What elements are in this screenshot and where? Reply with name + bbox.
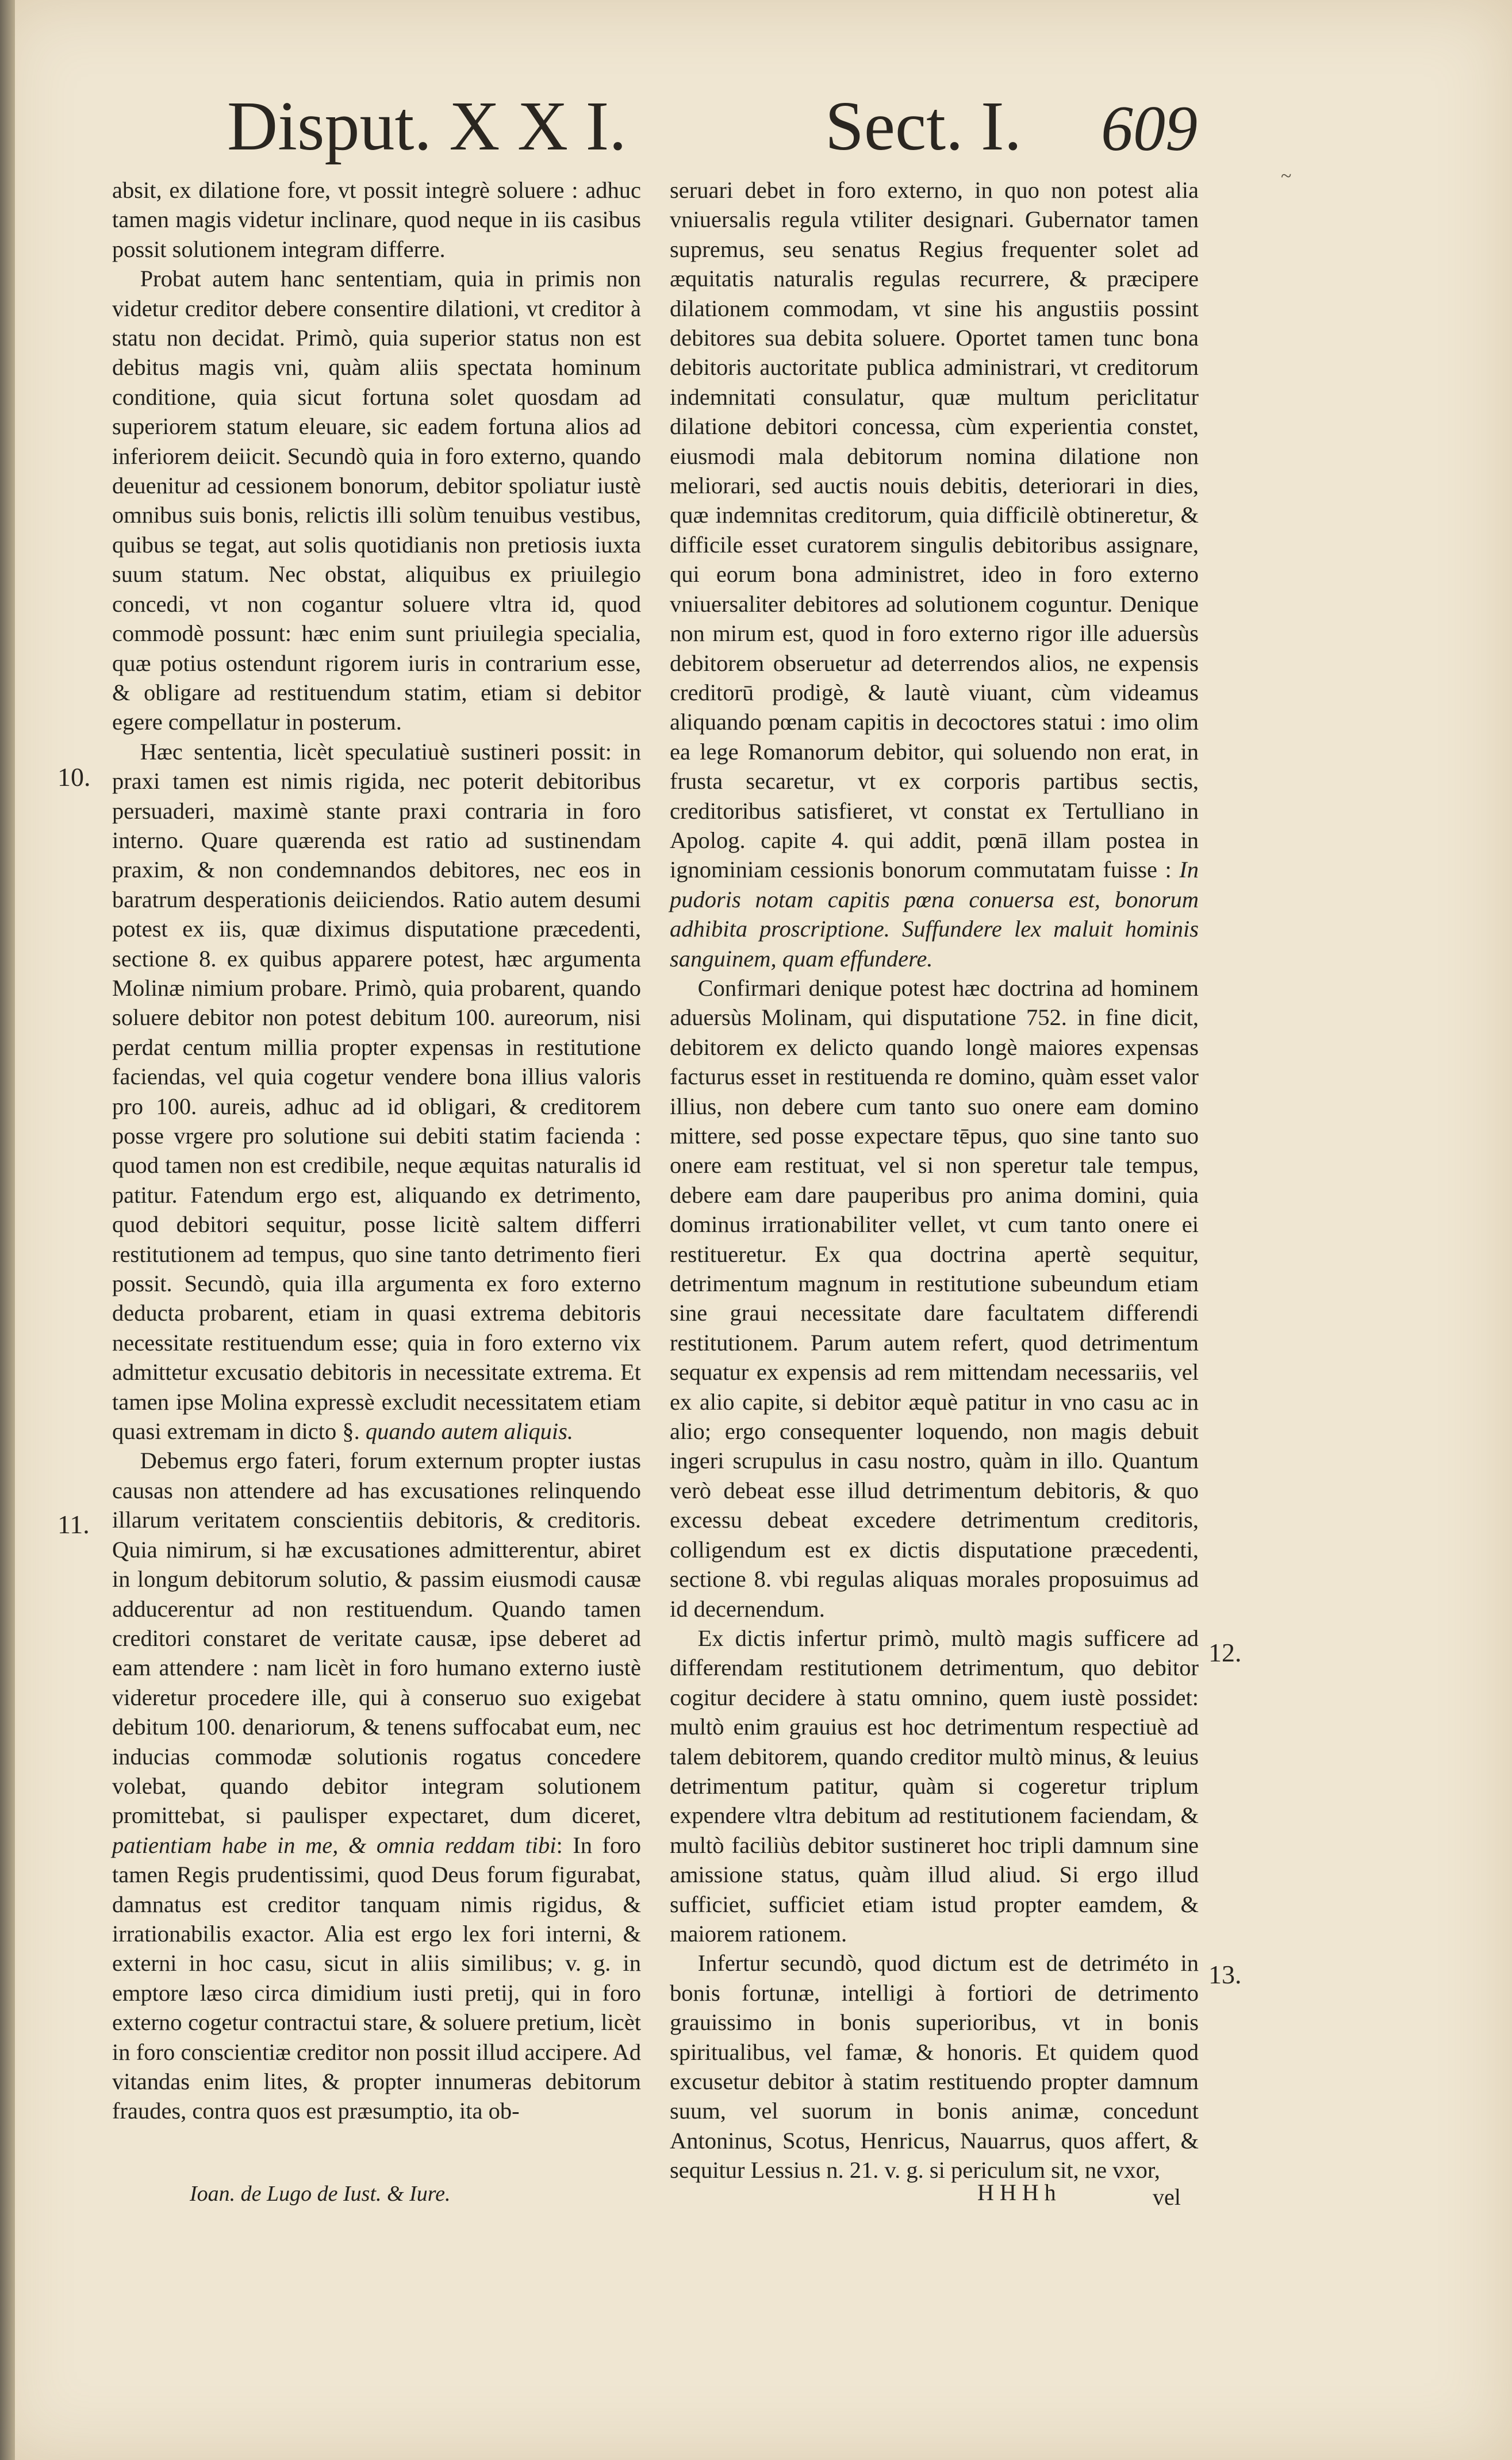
left-paragraph-3-text: Hæc sententia, licèt speculatiuè sustineri possit: in praxi tamen est nimis rigida, nec poterit debitoribus persuaderi, maximè stante praxi contraria in foro interno. Quare quærenda est ratio ad sustinendam praxim, & non condemnandos debitores, nec eos in baratrum desperationis deiiciendos. Ratio autem desumi potest ex iis, quæ diximus disputatione præcedenti, sectione 8. ex quibus apparere potest, hæc argumenta Molinæ nimium probare. Primò, quia probarent, quando soluere debitor non potest debitum 100. aureorum, nisi perdat centum millia propter expensas in restitutione faciendas, vel quia cogetur vendere bona illius valoris pro 100. aureis, adhuc ad id obligari, & creditorem posse vrgere pro solutione sui debiti statim facienda : quod tamen non est credibile, neque æquitas naturalis id patitur. Fatendum ergo est, aliquando ex detrimento, quod debitori sequitur, posse licitè saltem differri restitutionem ad tempus, quo sine tanto detrimento fieri possit. Secundò, quia illa argumenta ex foro externo deducta probarent, etiam in quasi extrema debitoris necessitate restituendum esse; quia in foro externo vix admittetur excusatio debitoris in necessitate extrema. Et tamen ipse Molina expressè excludit necessitatem etiam quasi extremam in dicto §. [112,738,641,1445]
right-paragraph-1-italic: In pudoris notam capitis pœna conuersa est, bonorum adhibita proscriptione. Suffundere lex maluit hominis sanguinem, quam effundere. [670,857,1199,972]
margin-number-11: 11. [57,1510,90,1539]
left-paragraph-3 [112,737,641,1446]
author-footer: Ioan. de Lugo de Iust. & Iure. [190,2182,451,2206]
margin-number-10: 10. [57,762,91,792]
left-paragraph-4-italic: patientiam habe in me, & omnia reddam tibi [112,1832,557,1858]
signature-mark: HHHh [977,2179,1062,2205]
catchword: vel [1153,2184,1181,2210]
left-paragraph-1: absit, ex dilatione fore, vt possit integrè soluere : adhuc tamen magis videtur inclinare, quod neque in iis casibus possit solutionem integram differre. [112,177,641,262]
right-paragraph-1 [670,175,1199,973]
left-paragraph-4-text: Debemus ergo fateri, forum externum propter iustas causas non attendere ad has excusationes relinquendo illarum veritatem conscientiis debitoris, & creditoris. Quia nimirum, si hæ excusationes admitterentur, abiret in longum debitorum solutio, & passim eiusmodi causæ adducerentur ad non restituendum. Quando tamen creditori constaret de veritate causæ, ipse deberet ad eam attendere : nam licèt in foro humano externo iustè videretur procedere ille, qui à conseruo suo exigebat debitum 100. denariorum, & tenens suffocabat eum, nec inducias commodæ solutionis rogatus concedere volebat, quando debitor integram solutionem promittebat, si paulisper expectaret, dum diceret, [112,1448,641,1829]
header-disputation: Disput. X X I. [227,87,627,165]
left-paragraph-4 [112,1446,641,2125]
margin-number-12: 12. [1208,1638,1242,1667]
right-column [670,175,1199,2185]
left-paragraph-4-text-b: : In foro tamen Regis prudentissimi, quod Deus forum figurabat, damnatus est creditor tanquam nimis rigidus, & irrationabilis exactor. Alia est ergo lex fori interni, & externi in hoc casu, sicut in aliis similibus; v. g. in emptore læso circa dimidium iusti pretij, qui in foro externo cogetur contractui stare, & soluere pretium, licèt in foro conscientiæ creditor non possit illud accipere. Ad vitandas enim lites, & propter innumeras debitorum fraudes, contra quos est præsumptio, ita ob- [112,1832,641,2124]
left-column [112,175,641,2126]
corner-mark: ~ [1281,166,1292,187]
page-number: 609 [1101,93,1198,164]
binding-edge [0,0,15,2460]
right-paragraph-2: Confirmari denique potest hæc doctrina ad hominem aduersùs Molinam, qui disputatione 752. in fine dicit, debitorem ex delicto quando longè maiores expensas facturus esset in restituenda re domino, quàm esset valor illius, non debere cum tanto suo onere eam domino mittere, sed posse expectare tēpus, quo sine tanto suo onere eam restituat, vel si non speretur tale tempus, debere eam dare pauperibus pro anima domini, quia dominus irrationabiliter vellet, vt cum tanto onere ei restitueretur. Ex qua doctrina apertè sequitur, detrimentum magnum in restitutione subeundum etiam sine graui necessitate dare facultatem differendi restitutionem. Parum autem refert, quod detrimentum sequatur ex expensis ad rem mittendam necessariis, vel ex alio capite, si debitor æquè patitur in vno casu ac in alio; ergo consequenter loquendo, non magis debuit ingeri scrupulus in casu nostro, quàm in illo. Quantum verò debeat esse illud detrimentum debitoris, & quo excessu debeat excedere detrimentum creditoris, colligendum est ex dictis disputatione præcedenti, sectione 8. vbi regulas aliquas morales proposuimus ad id decernendum. [670,974,1199,1622]
right-paragraph-1-text: seruari debet in foro externo, in quo non potest alia vniuersalis regula vtiliter designari. Gubernator tamen supremus, seu senatus Regius frequenter solet ad æquitatis naturalis regulas recurrere, & præcipere dilationem commodam, vt sine his angustiis possint debitores sua debita soluere. Oportet tamen tunc bona debitoris auctoritate publica administrari, vt creditorum indemnitati consulatur, quæ multum periclitatur dilatione debitori concessa, cùm experientia constet, eiusmodi mala debitorum nomina dilatione non meliorari, sed auctis nouis debitis, deteriorari in dies, quæ indemnitas creditorum, quia difficilè obtineretur, & difficile esset curatorem singulis debitoribus assignare, qui eorum bona administret, ideo in foro externo vniuersaliter debitores ad solutionem coguntur. Denique non mirum est, quod in foro externo rigor ille aduersùs debitorem obseruetur ad deterrendos alios, ne expensis creditorū prodigè, & lautè viuant, cùm videamus aliquando pœnam capitis in decoctores statui : imo olim ea lege Romanorum debitor, qui soluendo non erat, in frusta secaretur, vt ex corporis partibus sectis, creditoribus satisfieret, vt constat ex Tertulliano in Apolog. capite 4. qui addit, pœnā illam postea in ignominiam cessionis bonorum commutatam fuisse : [670,177,1199,883]
header-section: Sect. I. [825,87,1022,165]
margin-number-13: 13. [1208,1960,1242,1989]
right-paragraph-3: Ex dictis infertur primò, multò magis sufficere ad differendam restitutionem detrimentum, quo debitor cogitur decidere à statu omnino, quem iustè possidet: multò enim grauius est hoc detrimentum respectiuè ad talem debitorem, quando creditor multò minus, & leuius detrimentum patitur, quàm si cogeretur triplum expendere vltra debitum ad restitutionem faciendam, & multò faciliùs debitor sustineret hoc tripli damnum sine amissione status, quàm illud aliud. Si ergo illud sufficiet, sufficiet etiam istud propter eamdem, & maiorem rationem. [670,1625,1199,1947]
left-paragraph-3-italic: quando autem aliquis. [365,1418,574,1445]
right-paragraph-4: Infertur secundò, quod dictum est de detriméto in bonis fortunæ, intelligi à fortiori de detrimento grauissimo in bonis superioribus, vt in bonis spiritualibus, vel famæ, & honoris. Et quidem quod excusetur debitor à statim restituendo propter damnum suum, vel suorum in bonis animæ, concedunt Antoninus, Scotus, Henricus, Nauarrus, quos affert, & sequitur Lessius n. 21. v. g. si periculum sit, ne vxor, [670,1950,1199,2183]
left-paragraph-2: Probat autem hanc sententiam, quia in primis non videtur creditor debere consentire dilationi, vt creditor à statu non decidat. Primò, quia superior status non est debitus magis vni, quàm aliis spectata hominum conditione, quia sicut fortuna solet quosdam ad superiorem statum eleuare, sic eadem fortuna alios ad inferiorem deiicit. Secundò quia in foro externo, quando deuenitur ad cessionem bonorum, debitor spoliatur iustè omnibus suis bonis, relictis illi solùm tenuibus vestibus, quibus se tegat, aut solis quotidianis non pretiosis iuxta suum statum. Nec obstat, aliquibus ex priuilegio concedi, vt non cogantur soluere vltra id, quod commodè possunt: hæc enim sunt priuilegia specialia, quæ potius ostendunt rigorem iuris in contrarium esse, & obligare ad restituendum statim, etiam si debitor egere compellatur in posterum. [112,266,641,735]
